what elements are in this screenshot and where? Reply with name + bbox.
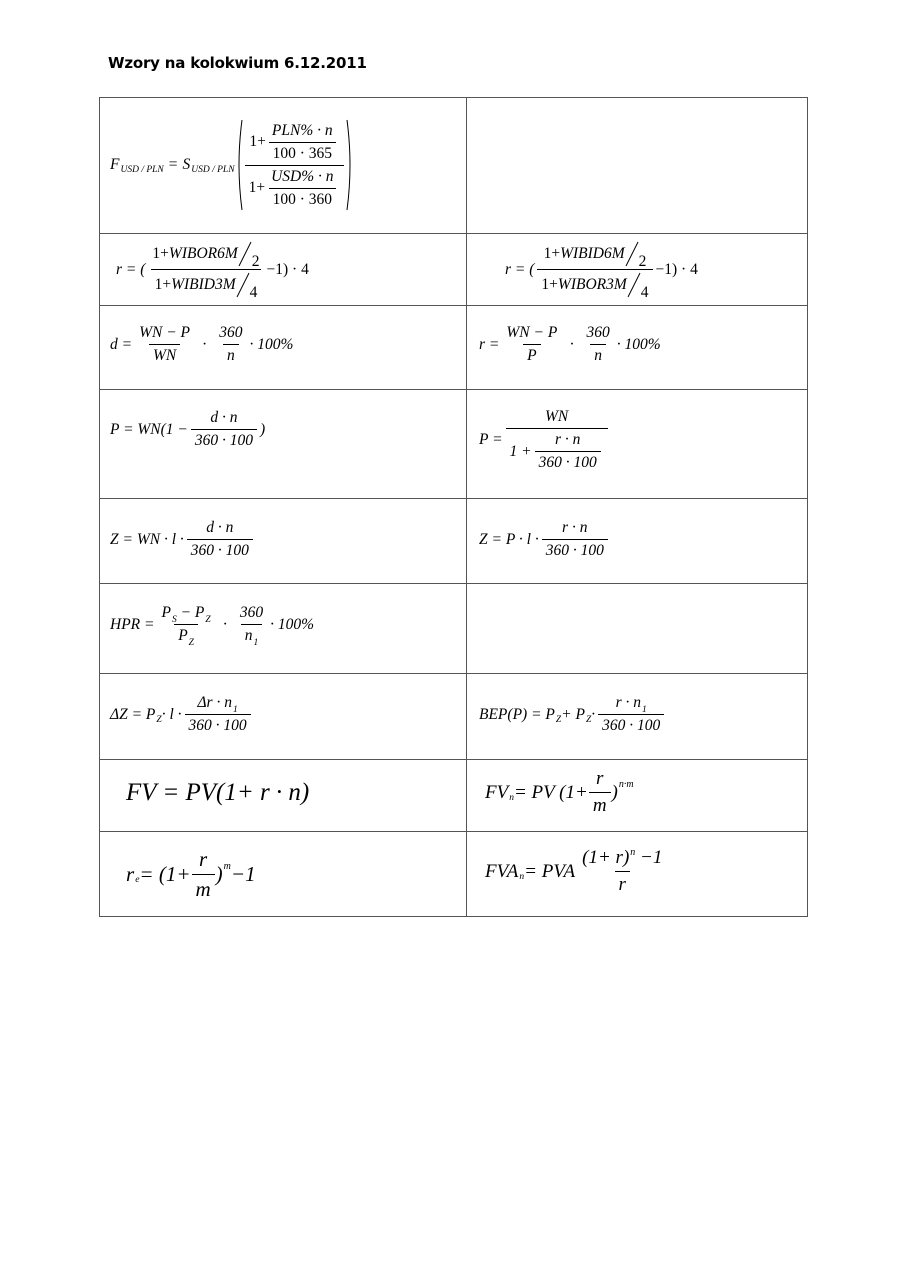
table-cell [100, 674, 467, 759]
formula-number: 1+ [543, 245, 561, 262]
formula-term: ) [215, 862, 223, 886]
fraction-denominator: 360 · 100 [187, 539, 253, 560]
right-paren-icon [346, 118, 354, 212]
formula-term: WIBOR6M [168, 245, 238, 262]
future-value-compound-formula [485, 768, 634, 817]
formula-lhs: d = [110, 335, 133, 353]
formula-lhs: r = ( [116, 260, 146, 278]
table-cell [100, 832, 467, 916]
formula-symbol: n [244, 627, 253, 644]
fraction-denominator: m [589, 792, 611, 817]
formula-subscript: n [519, 871, 525, 882]
formula-subscript: Z [555, 714, 562, 725]
table-cell [100, 306, 467, 389]
table-cell [100, 760, 467, 831]
formula-lhs: Z = WN · l · [110, 530, 184, 548]
formula-symbol: F [110, 156, 120, 173]
formula-term: − P [176, 604, 205, 621]
fraction-numerator: PLN% · n [271, 121, 333, 139]
formula-subscript: Z [156, 714, 162, 725]
fraction-numerator: r [595, 768, 604, 789]
slash-icon [627, 272, 641, 298]
formula-lhs: Z = P · l · [479, 530, 539, 548]
table-cell [467, 234, 806, 305]
formula-lhs: ΔZ = P [110, 705, 156, 723]
formula-lhs: BEP(P) = P [479, 705, 555, 723]
yield-rate-formula: r = $\frac{WN - P}{P}$ · $\frac{360}{n}$ · 100% [479, 324, 661, 364]
fraction-numerator: r · n [562, 519, 588, 536]
fraction-numerator: WN − P [139, 324, 191, 341]
delta-interest-formula [110, 694, 254, 735]
formula-text: FV = PV(1+ r · n) [126, 779, 310, 806]
rate-wibor-formula [116, 241, 309, 301]
formula-term: WIBID3M [171, 276, 236, 293]
formula-term: = PVA [524, 860, 576, 882]
fraction-denominator: 360 · 100 [542, 539, 608, 560]
formula-number: 4 [640, 284, 649, 301]
formula-subscript: e [135, 874, 140, 885]
fraction-numerator: d · n [206, 519, 234, 536]
formula-superscript: n·m [618, 779, 634, 790]
formula-number: 1+ [541, 276, 558, 293]
formula-symbol: P [178, 627, 188, 644]
table-cell [100, 98, 467, 233]
formula-subscript: 1 [642, 705, 647, 715]
formula-subscript: USD / PLN [120, 165, 164, 175]
formula-term: + P [561, 705, 585, 723]
table-cell [467, 832, 806, 916]
table-cell [467, 674, 806, 759]
formula-tail: −1 [230, 862, 256, 886]
slash-icon [625, 241, 639, 267]
formula-subscript: Z [205, 615, 211, 625]
fraction-denominator: P [523, 344, 540, 365]
table-cell [467, 499, 806, 583]
formula-superscript: m [223, 861, 231, 872]
formula-lhs: r = [479, 335, 500, 353]
table-cell [100, 390, 467, 498]
table-cell [100, 499, 467, 583]
table-cell [100, 234, 467, 305]
formula-subscript: Z [585, 714, 592, 725]
formula-number: 1 [248, 179, 257, 196]
left-paren-icon [235, 118, 243, 212]
future-value-formula [126, 779, 309, 807]
table-row [100, 498, 807, 583]
table-row [100, 305, 807, 389]
formula-symbol: S [182, 156, 191, 173]
formula-superscript: n [630, 847, 636, 858]
formula-term: Δr · n [197, 694, 232, 711]
fraction-numerator: 360 [239, 604, 264, 621]
fraction-numerator: r · n [554, 431, 581, 448]
formula-tail: · 100% [270, 615, 315, 633]
fraction-denominator: m [192, 874, 215, 902]
annuity-future-value-formula [485, 847, 669, 896]
formula-subscript: 1 [253, 638, 259, 648]
table-cell [467, 306, 806, 389]
fraction-denominator: r [615, 871, 630, 896]
table-row [100, 831, 807, 916]
table-row [100, 98, 807, 233]
fraction-numerator: r [198, 847, 208, 871]
fraction-denominator: n [223, 344, 239, 365]
table-cell [467, 760, 806, 831]
formula-term: ) [611, 781, 618, 803]
formula-lhs: FVA [485, 860, 519, 882]
formula-subscript: n [509, 792, 514, 803]
formula-term: r · n [615, 694, 642, 711]
fraction-numerator: WN [545, 408, 569, 425]
price-discount-formula [110, 409, 265, 450]
hpr-formula: HPR = $\frac{P_S - P_Z}{P_Z}$ · $\frac{360}{n_1}$ · 100% [110, 604, 315, 648]
forward-rate-formula: F USD / PLN = S USD / PLN 1 + $\frac{\text{PLN\% · n}}{100 \cdot 365}$ 1 + $\frac{\text{USD\% · n}}{100 \cdot 360}$ [110, 118, 354, 212]
slash-icon [236, 272, 250, 298]
table-row [100, 673, 807, 759]
fraction-denominator: 100 · 360 [269, 188, 336, 209]
table-cell-empty [467, 584, 806, 673]
formula-lhs: r = ( [505, 260, 535, 278]
price-yield-formula [479, 408, 611, 472]
table-cell [467, 390, 806, 498]
effective-rate-formula [126, 847, 256, 902]
formula-subscript: Z [188, 638, 194, 648]
formula-lhs: P = [479, 431, 503, 448]
formula-operator: + [256, 179, 266, 196]
formula-tail: · 100% [249, 335, 294, 353]
table-cell [100, 584, 467, 673]
formula-number: 1 [249, 133, 258, 150]
fraction-denominator: 360 · 100 [185, 714, 251, 735]
fraction-numerator: 360 [586, 324, 610, 341]
formula-lhs: FV [485, 781, 509, 803]
bep-formula [479, 694, 667, 735]
formula-tail: ) [260, 420, 266, 438]
formula-tail: −1) · 4 [655, 260, 698, 278]
formula-lhs: HPR = [110, 615, 155, 633]
table-row [100, 233, 807, 305]
fraction-denominator: 360 · 100 [191, 429, 257, 450]
slash-icon [238, 241, 252, 267]
formula-subscript: USD / PLN [191, 165, 235, 175]
formula-number: 1+ [152, 245, 169, 262]
formula-number: 2 [251, 253, 260, 270]
formula-subscript: 1 [232, 705, 238, 715]
formula-term: −1 [635, 847, 663, 868]
formula-number: 2 [638, 253, 647, 270]
formula-tail: −1) · 4 [266, 260, 309, 278]
rate-wibid-formula [505, 241, 698, 301]
fraction-denominator: 360 · 100 [598, 714, 664, 735]
formula-term: WIBOR3M [557, 276, 627, 293]
discount-rate-formula: d = $\frac{WN - P}{WN}$ · $\frac{360}{n}$ · 100% [110, 324, 294, 364]
formula-operator: + [257, 133, 266, 150]
fraction-numerator: USD% · n [271, 167, 334, 185]
page-title: Wzory na kolokwium 6.12.2011 [108, 54, 367, 72]
formula-number: 1+ [154, 276, 172, 293]
fraction-numerator: d · n [210, 409, 238, 426]
fraction-numerator: 360 [219, 324, 243, 341]
formula-subscript: S [171, 615, 177, 625]
formula-term: · l · [161, 705, 182, 723]
table-row [100, 389, 807, 498]
fraction-denominator: 360 · 100 [535, 451, 601, 472]
interest-discount-formula [110, 519, 256, 560]
interest-yield-formula [479, 519, 611, 560]
fraction-denominator: WN [149, 344, 180, 365]
formula-number: 4 [249, 284, 258, 301]
table-row [100, 759, 807, 831]
fraction-denominator: n [590, 344, 606, 365]
formula-lhs: P = WN(1 − [110, 420, 188, 438]
fraction-denominator: 100 · 365 [269, 142, 336, 163]
formula-table [99, 97, 808, 917]
fraction-numerator: WN − P [506, 324, 558, 341]
table-row [100, 583, 807, 673]
formula-tail: · 100% [616, 335, 661, 353]
formula-term: = PV (1+ [513, 781, 588, 803]
formula-term: = (1+ [139, 862, 191, 886]
formula-term: 1 + [509, 442, 532, 460]
formula-term: · [591, 705, 596, 723]
formula-term: WIBID6M [560, 245, 625, 262]
formula-term: (1+ r) [582, 847, 630, 868]
table-cell-empty [467, 98, 806, 233]
formula-symbol: P [161, 604, 171, 621]
formula-lhs: r [126, 862, 135, 886]
